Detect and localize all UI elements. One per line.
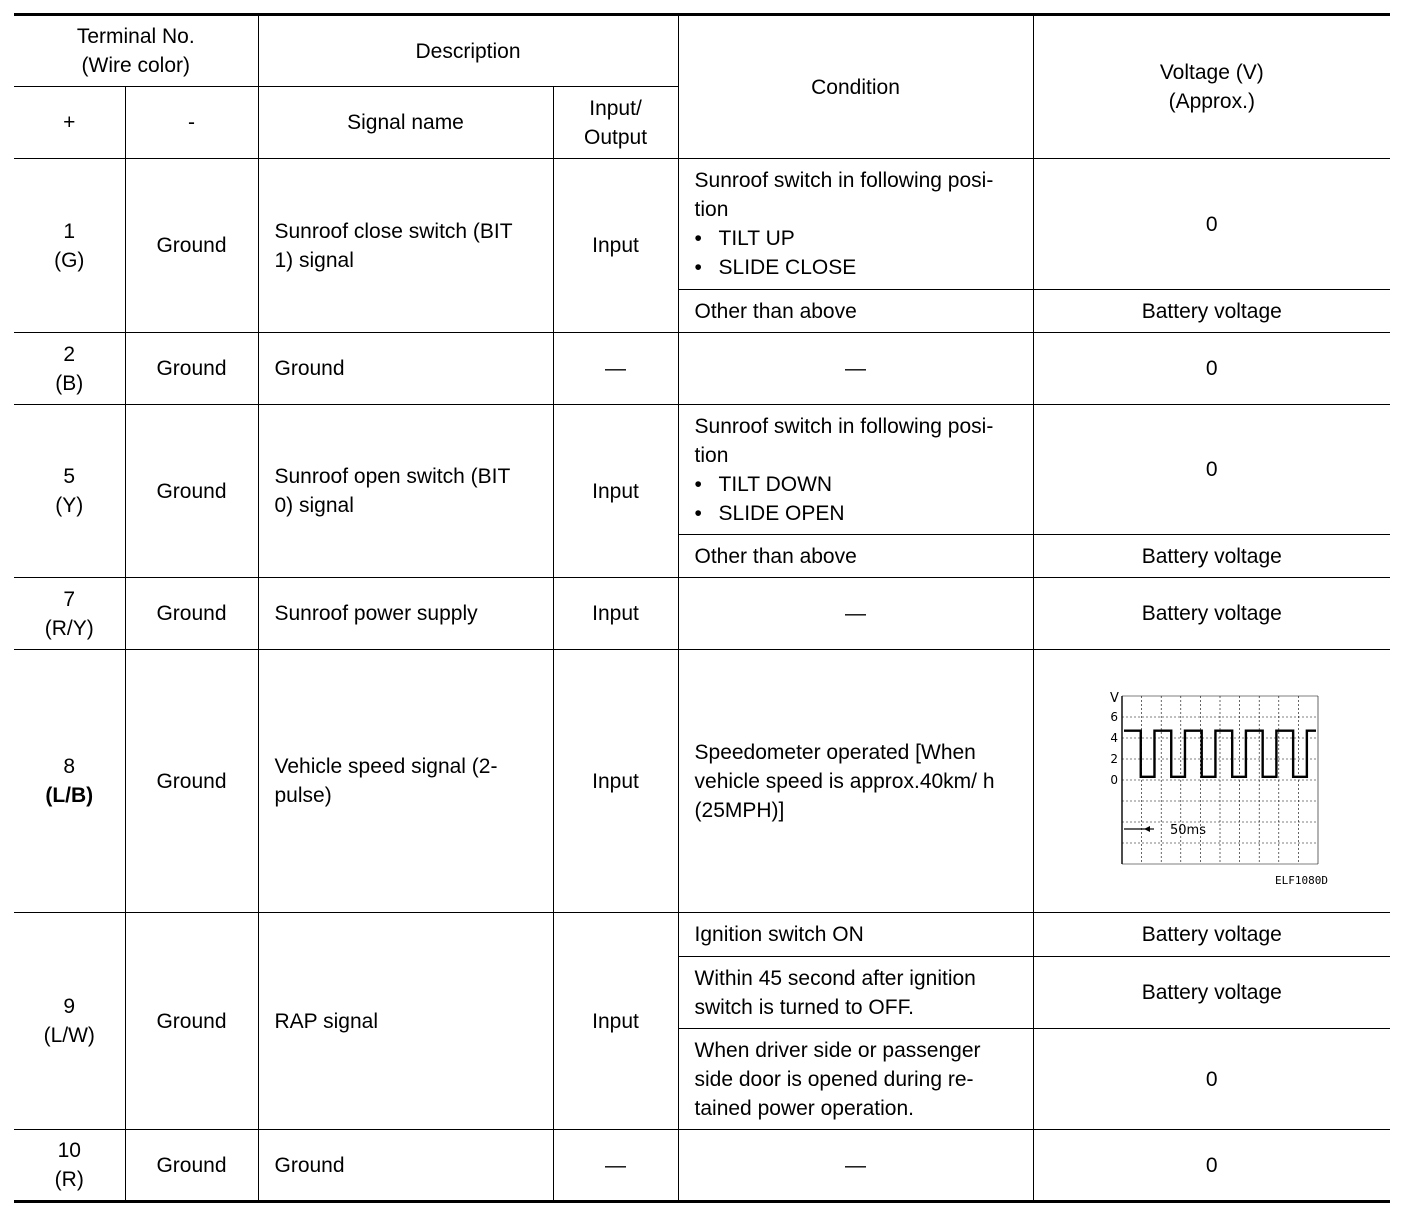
header-row-1	[14, 15, 1390, 87]
signal-name-cell: Sunroof power supply	[258, 578, 553, 650]
condition-header	[678, 15, 1033, 159]
table-row-terminal-1	[14, 159, 1390, 290]
voltage-cell: Battery voltage	[1033, 290, 1390, 333]
terminal-cell	[14, 405, 125, 578]
voltage-cell: 0	[1033, 1029, 1390, 1130]
period-arrow-head	[1144, 826, 1150, 832]
plus-header: +	[14, 87, 125, 159]
condition-cell: —	[678, 1130, 1033, 1202]
signal-text: Sunroof close switch (BIT	[274, 219, 513, 243]
voltage-cell: Battery voltage	[1033, 535, 1390, 578]
period-marker	[1124, 823, 1206, 838]
signal-text: Vehicle speed signal (2-	[274, 755, 498, 778]
condition-cell: Ignition switch ON	[678, 913, 1033, 957]
minus-cell: Ground	[125, 650, 258, 913]
waveform-grid	[1122, 696, 1318, 864]
io-cell: Input	[553, 913, 678, 1130]
minus-cell: Ground	[125, 578, 258, 650]
y-tick-label: 2	[1110, 751, 1118, 766]
signal-text: 1) signal	[274, 248, 354, 272]
header-text: (Approx.)	[1168, 90, 1255, 113]
condition-text: Sunroof switch in following posi-	[694, 169, 994, 192]
condition-cell	[678, 159, 1033, 290]
table-row-terminal-2	[14, 333, 1390, 405]
terminal-number: 8	[63, 755, 76, 778]
terminal-cell	[14, 650, 125, 913]
condition-bullet: • SLIDE OPEN	[695, 499, 1027, 528]
condition-cell	[678, 957, 1033, 1029]
minus-header: -	[125, 87, 258, 159]
condition-text: tained power operation.	[694, 1096, 915, 1120]
y-tick-label: 6	[1110, 709, 1118, 724]
condition-cell	[678, 405, 1033, 535]
voltage-cell: 0	[1033, 333, 1390, 405]
io-cell: Input	[553, 578, 678, 650]
minus-cell: Ground	[125, 1130, 258, 1202]
table-row-terminal-10	[14, 1130, 1390, 1202]
signal-text: 0) signal	[274, 494, 354, 517]
voltage-cell	[1033, 650, 1390, 913]
condition-text: Sunroof switch in following posi-	[694, 414, 994, 438]
condition-cell	[678, 1029, 1033, 1130]
condition-cell: Other than above	[678, 535, 1033, 578]
wire-color: (Y)	[55, 494, 84, 517]
io-cell: —	[553, 1130, 678, 1202]
voltage-cell: Battery voltage	[1033, 913, 1390, 957]
signal-name-cell: RAP signal	[258, 913, 553, 1130]
condition-text: (25MPH)]	[694, 798, 785, 822]
figure-code: ELF1080D	[1274, 873, 1328, 887]
io-cell: —	[553, 333, 678, 405]
io-cell: Input	[553, 650, 678, 913]
terminal-number: 10	[57, 1139, 81, 1162]
wire-color: (G)	[54, 248, 85, 272]
signal-name-cell	[258, 159, 553, 333]
signal-name-cell: Ground	[258, 1130, 553, 1202]
condition-bullet: • TILT UP	[695, 224, 1027, 253]
waveform-y-unit: V	[1109, 690, 1119, 706]
condition-text: tion	[694, 443, 729, 467]
terminal-cell	[14, 578, 125, 650]
header-text: Output	[583, 125, 648, 149]
terminal-number: 9	[63, 995, 76, 1018]
condition-text: switch is turned to OFF.	[694, 995, 914, 1019]
condition-text: Speedometer operated [When	[694, 740, 976, 764]
minus-cell: Ground	[125, 333, 258, 405]
terminal-number: 1	[63, 219, 76, 243]
voltage-cell: 0	[1033, 1130, 1390, 1202]
terminal-cell	[14, 159, 125, 333]
terminal-number: 7	[63, 587, 76, 611]
condition-text: tion	[694, 198, 729, 221]
header-text: (Wire color)	[81, 54, 190, 77]
terminal-no-header	[14, 15, 258, 87]
table-row-terminal-8	[14, 650, 1390, 913]
terminal-spec-table	[14, 13, 1390, 1203]
signal-text: pulse)	[274, 784, 332, 807]
condition-cell: —	[678, 333, 1033, 405]
voltage-cell: Battery voltage	[1033, 957, 1390, 1029]
terminal-cell	[14, 1130, 125, 1202]
io-cell: Input	[553, 159, 678, 333]
terminal-number: 2	[63, 342, 76, 366]
minus-cell: Ground	[125, 405, 258, 578]
condition-cell: —	[678, 578, 1033, 650]
wire-color: (R/Y)	[44, 616, 94, 640]
minus-cell: Ground	[125, 913, 258, 1130]
voltage-header	[1033, 15, 1390, 159]
header-text: Description	[415, 39, 521, 63]
condition-text: vehicle speed is approx.40km/ h	[694, 769, 995, 793]
signal-text: Sunroof open switch (BIT	[274, 465, 511, 488]
voltage-cell: 0	[1033, 159, 1390, 290]
voltage-cell: Battery voltage	[1033, 578, 1390, 650]
table-row-terminal-9	[14, 913, 1390, 957]
input-output-header	[553, 87, 678, 159]
header-text: Terminal No.	[76, 25, 195, 48]
header-text: Condition	[811, 75, 900, 99]
terminal-cell	[14, 333, 125, 405]
minus-cell: Ground	[125, 159, 258, 333]
wire-color: (L/W)	[43, 1024, 95, 1047]
header-text: Input/	[589, 96, 642, 120]
condition-cell: Other than above	[678, 290, 1033, 333]
condition-bullet: • TILT DOWN	[695, 470, 1027, 499]
io-cell: Input	[553, 405, 678, 578]
condition-text: When driver side or passenger	[694, 1038, 981, 1062]
signal-name-cell	[258, 405, 553, 578]
y-tick-label: 0	[1110, 772, 1118, 787]
wire-color: (R)	[54, 1168, 84, 1191]
signal-name-header: Signal name	[258, 87, 553, 159]
signal-name-cell: Ground	[258, 333, 553, 405]
voltage-cell: 0	[1033, 405, 1390, 535]
condition-text: side door is opened during re-	[694, 1067, 974, 1091]
terminal-cell	[14, 913, 125, 1130]
condition-cell	[678, 650, 1033, 913]
signal-name-cell	[258, 650, 553, 913]
table-row-terminal-7	[14, 578, 1390, 650]
period-label: 50ms	[1169, 822, 1206, 838]
condition-text: Within 45 second after ignition	[694, 966, 976, 990]
header-text: Voltage (V)	[1159, 61, 1264, 84]
table-row-terminal-5	[14, 405, 1390, 535]
y-tick-label: 4	[1110, 730, 1118, 745]
wire-color: (B)	[55, 371, 84, 395]
waveform-graph	[1092, 674, 1332, 889]
waveform-y-ticks	[1110, 710, 1118, 787]
description-header	[258, 15, 678, 87]
condition-bullet: • SLIDE CLOSE	[695, 253, 1027, 282]
wire-color: (L/B)	[45, 784, 94, 807]
terminal-number: 5	[63, 465, 76, 488]
